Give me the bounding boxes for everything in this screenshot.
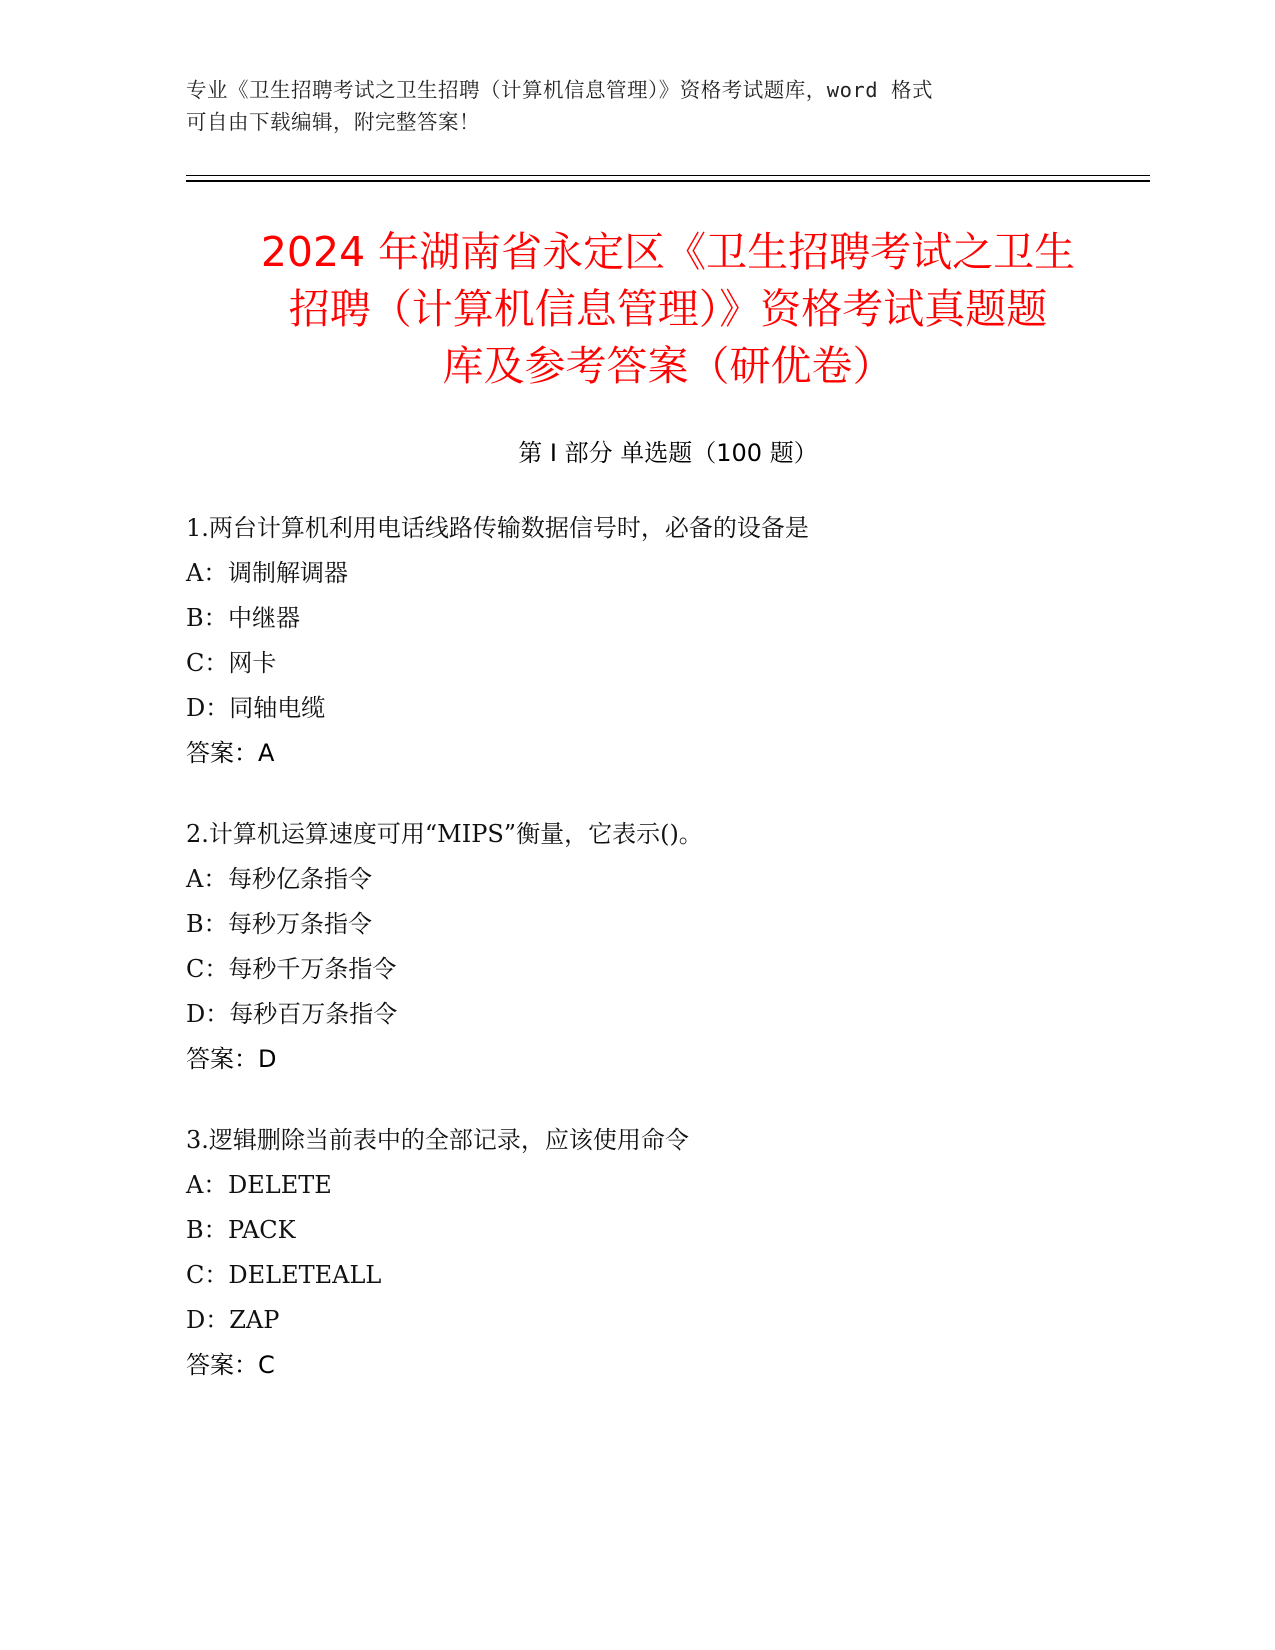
answer: 答案：C [186, 1351, 275, 1379]
option-b [186, 596, 1146, 641]
option-text: 每秒万条指令 [228, 910, 372, 938]
option-d [186, 992, 1146, 1037]
option-d [186, 686, 1146, 731]
header-divider-thin [186, 175, 1150, 176]
option-text: 同轴电缆 [229, 694, 326, 722]
option-text: 每秒百万条指令 [229, 1000, 398, 1028]
title-line-2: 招聘（计算机信息管理）》资格考试真题题 [288, 285, 1048, 333]
document-title [186, 224, 1150, 395]
question-stem: 3.逻辑删除当前表中的全部记录，应该使用命令 [186, 1126, 689, 1154]
option-text: ZAP [229, 1306, 280, 1334]
option-text: PACK [228, 1216, 296, 1244]
option-letter: C： [186, 1261, 229, 1289]
option-letter: A： [186, 559, 228, 587]
option-letter: D： [186, 694, 230, 722]
answer: 答案：D [186, 1045, 277, 1073]
option-b [186, 1208, 1146, 1253]
title-line-3: 库及参考答案（研优卷） [442, 342, 894, 390]
option-text: DELETE [228, 1171, 332, 1199]
option-letter: A： [186, 865, 228, 893]
section-heading: 第 I 部分 单选题（100 题） [518, 439, 818, 467]
option-b [186, 902, 1146, 947]
answer: 答案：A [186, 739, 275, 767]
question-2 [186, 812, 1146, 1082]
option-text: 每秒千万条指令 [228, 955, 397, 983]
header-note-line-1: 专业《卫生招聘考试之卫生招聘（计算机信息管理）》资格考试题库，word 格式 [186, 78, 933, 102]
option-letter: C： [186, 955, 229, 983]
option-letter: B： [186, 1216, 228, 1244]
option-c [186, 641, 1146, 686]
option-text: 网卡 [228, 649, 277, 677]
question-1 [186, 506, 1146, 776]
option-text: DELETEALL [228, 1261, 382, 1289]
option-d [186, 1298, 1146, 1343]
option-letter: C： [186, 649, 229, 677]
option-text: 调制解调器 [228, 559, 348, 587]
question-stem: 2.计算机运算速度可用“MIPS”衡量，它表示()。 [186, 820, 703, 848]
option-c [186, 1253, 1146, 1298]
option-a [186, 857, 1146, 902]
option-c [186, 947, 1146, 992]
option-letter: D： [186, 1306, 230, 1334]
option-text: 中继器 [228, 604, 300, 632]
header-note [186, 74, 1066, 138]
option-a [186, 1163, 1146, 1208]
header-divider-thick [186, 180, 1150, 182]
option-letter: B： [186, 910, 228, 938]
question-3 [186, 1118, 1146, 1388]
option-letter: D： [186, 1000, 230, 1028]
option-letter: A： [186, 1171, 228, 1199]
header-note-line-2: 可自由下载编辑，附完整答案！ [186, 110, 480, 134]
option-letter: B： [186, 604, 228, 632]
question-stem: 1.两台计算机利用电话线路传输数据信号时，必备的设备是 [186, 514, 809, 542]
title-line-1: 2024 年湖南省永定区《卫生招聘考试之卫生 [260, 228, 1076, 276]
option-a [186, 551, 1146, 596]
option-text: 每秒亿条指令 [228, 865, 372, 893]
